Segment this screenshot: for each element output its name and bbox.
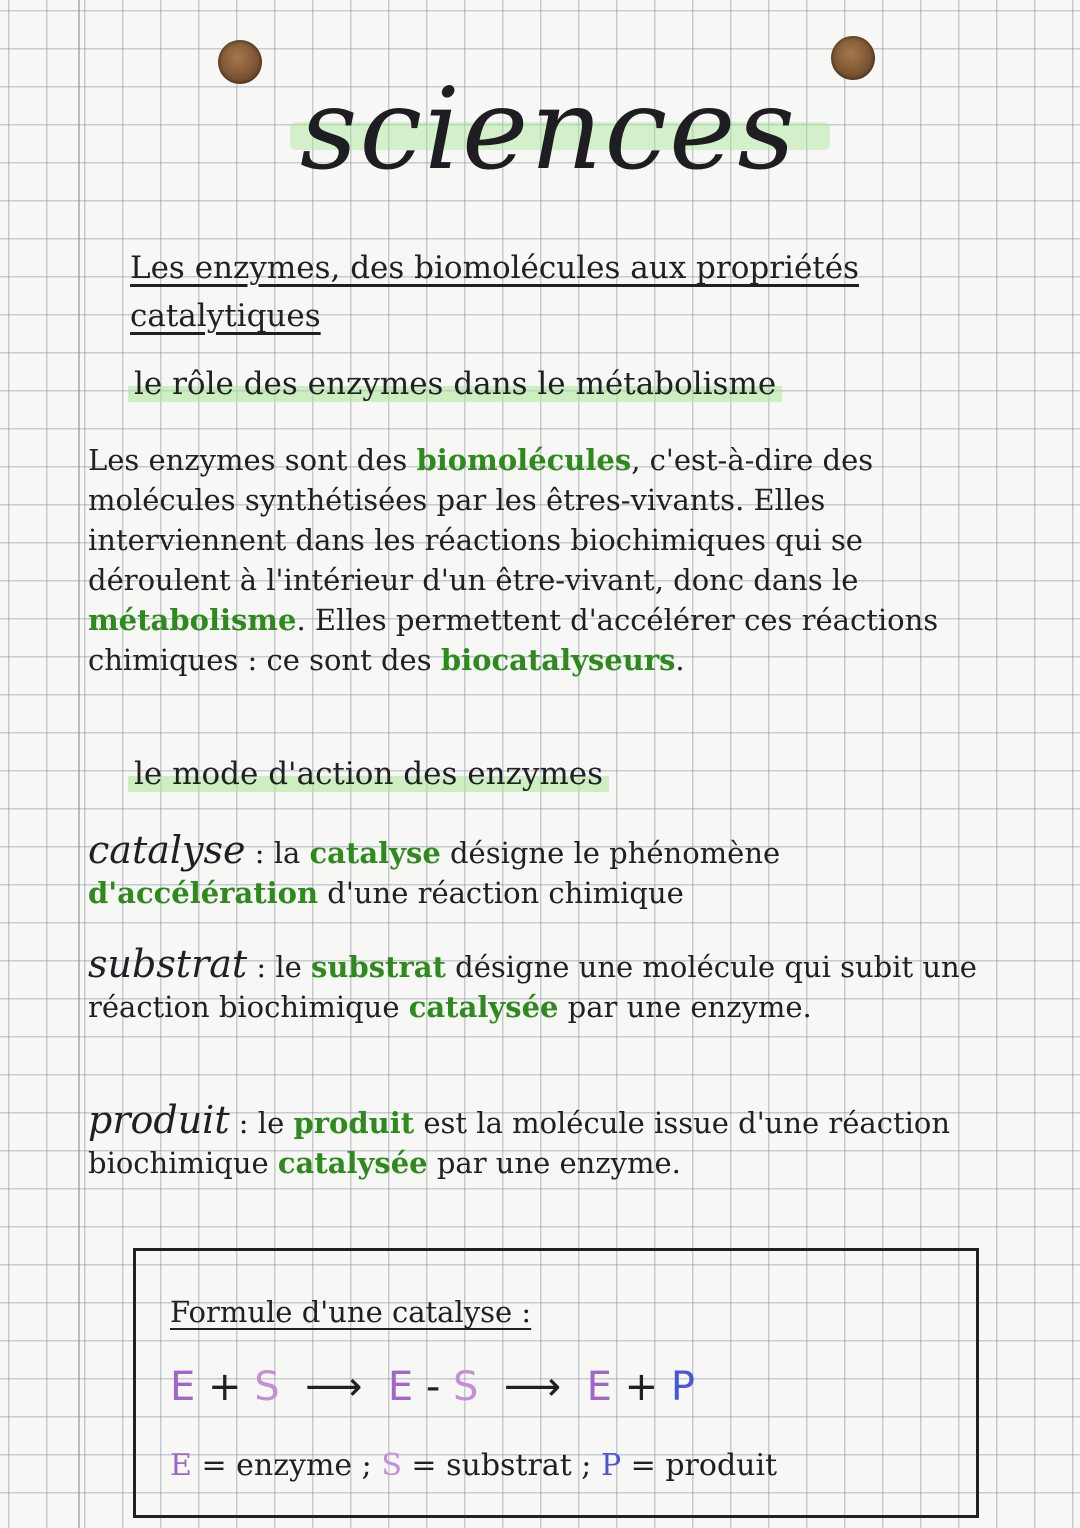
text: est la molécule issue d'une réaction biochimique bbox=[88, 1106, 951, 1180]
highlight: d'accélération bbox=[88, 876, 319, 910]
catalyse-formula bbox=[170, 1362, 695, 1412]
definition-substrat bbox=[88, 944, 1008, 1027]
legend-e-text: = enzyme ; bbox=[191, 1448, 382, 1483]
text: : le bbox=[247, 950, 312, 984]
legend-s: S bbox=[381, 1448, 402, 1483]
text: par une enzyme. bbox=[558, 990, 812, 1024]
margin-line bbox=[78, 0, 80, 1528]
definition-catalyse bbox=[88, 830, 1008, 913]
punch-hole-left bbox=[218, 40, 262, 84]
text: . Elles permettent d'accélérer ces réactions chimiques : ce sont des bbox=[88, 603, 939, 677]
formula-dash: - bbox=[413, 1364, 453, 1410]
text: : la bbox=[245, 836, 310, 870]
legend-p-text: = produit bbox=[621, 1448, 778, 1483]
formula-produit: P bbox=[670, 1364, 695, 1410]
section-subtitle-role bbox=[128, 362, 782, 406]
text: , c'est-à-dire des molécules synthétisées par les êtres-vivants. Elles interviennent dans les réactions biochimiques qui se déroulent à l'intérieur d'un être-vivant, donc dans le bbox=[88, 443, 874, 597]
section-subtitle-role-text: le rôle des enzymes dans le métabolisme bbox=[128, 366, 782, 402]
section-subtitle-mode bbox=[128, 752, 609, 796]
section-subtitle-mode-text: le mode d'action des enzymes bbox=[128, 756, 609, 792]
formula-substrat-complex: S bbox=[452, 1364, 479, 1410]
text: . bbox=[675, 643, 685, 677]
punch-hole-right bbox=[831, 36, 875, 80]
highlight: catalysée bbox=[408, 990, 559, 1024]
formula-substrat: S bbox=[254, 1364, 280, 1410]
text: d'une réaction chimique bbox=[318, 876, 684, 910]
text: Les enzymes sont des bbox=[88, 443, 417, 477]
term-metabolisme: métabolisme bbox=[88, 603, 297, 637]
formula-legend bbox=[170, 1444, 777, 1488]
highlight: catalyse bbox=[309, 836, 441, 870]
term-biomolecules: biomolécules bbox=[416, 443, 632, 477]
highlight: substrat bbox=[311, 950, 446, 984]
definition-produit bbox=[88, 1100, 1008, 1183]
main-heading: Les enzymes, des biomolécules aux propriétés catalytiques bbox=[130, 250, 859, 334]
legend-p: P bbox=[600, 1448, 622, 1483]
formula-title: Formule d'une catalyse : bbox=[170, 1295, 532, 1329]
text: : le bbox=[229, 1106, 294, 1140]
arrow-icon: ⟶ bbox=[478, 1364, 587, 1410]
term-biocatalyseurs: biocatalyseurs bbox=[440, 643, 676, 677]
formula-enzyme-result: E bbox=[586, 1364, 612, 1410]
highlight: produit bbox=[293, 1106, 415, 1140]
legend-s-text: = substrat ; bbox=[401, 1448, 601, 1483]
arrow-icon: ⟶ bbox=[279, 1364, 388, 1410]
paragraph-role bbox=[88, 440, 1008, 680]
text: par une enzyme. bbox=[427, 1146, 681, 1180]
highlight: catalysée bbox=[277, 1146, 428, 1180]
formula-enzyme-complex: E bbox=[387, 1364, 414, 1410]
formula-plus: + bbox=[195, 1364, 255, 1410]
definition-term: produit bbox=[88, 1098, 230, 1142]
legend-e: E bbox=[170, 1448, 192, 1483]
definition-term: substrat bbox=[88, 942, 248, 986]
page-title: sciences bbox=[300, 65, 797, 195]
formula-plus: + bbox=[611, 1364, 671, 1410]
formula-enzyme: E bbox=[170, 1364, 196, 1410]
text: désigne le phénomène bbox=[440, 836, 781, 870]
definition-term: catalyse bbox=[88, 828, 246, 872]
text: désigne une molécule qui subit une réaction biochimique bbox=[88, 950, 977, 1024]
